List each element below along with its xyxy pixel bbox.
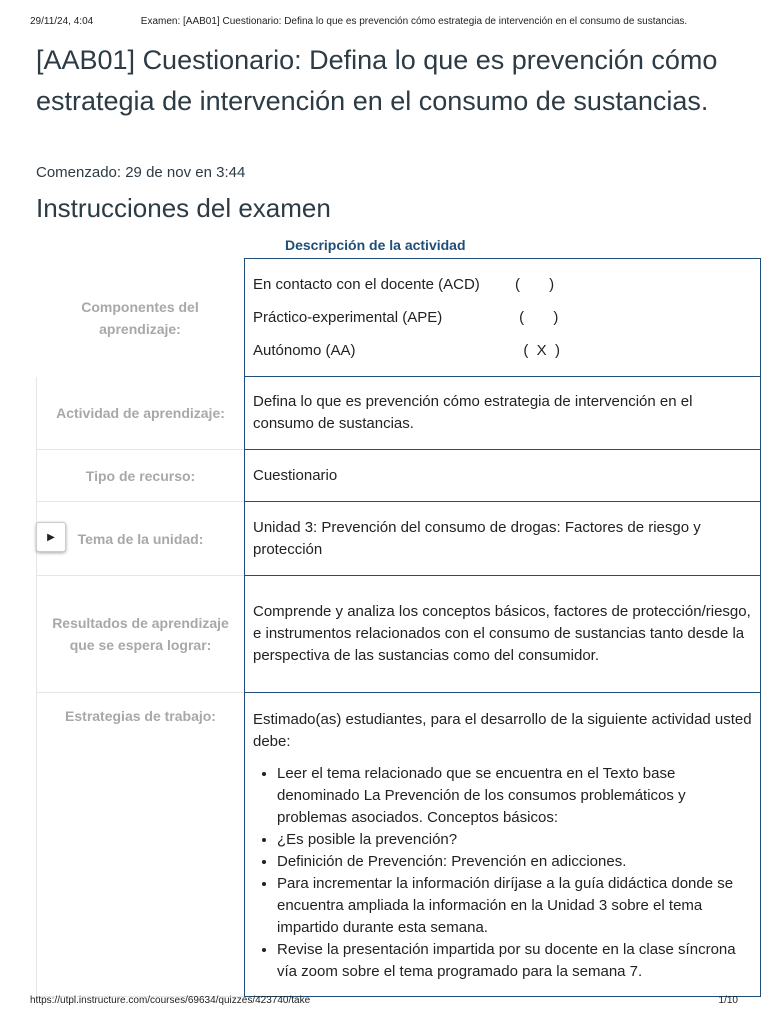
component-item-acd [253,268,752,301]
resource-row [36,450,761,502]
unit-topic-label: Tema de la unidad: [36,502,244,576]
activity-description-caption: Descripción de la actividad [285,237,466,253]
strategies-list [253,763,752,983]
activity-description-table [36,258,761,997]
components-row [36,258,761,377]
quiz-title: [AAB01] Cuestionario: Defina lo que es prevención cómo estrategia de intervención en el consumo de sustancias. [36,45,718,116]
list-item: • Leer el tema relacionado que se encuentra en el Texto base denominado La Prevención de los consumos problemáticos y problemas asociados. Conceptos básicos: [277,763,752,829]
unit-row [36,502,761,576]
components-value [244,258,761,377]
page-number: 1/10 [718,995,738,1006]
activity-row [36,377,761,450]
component-mark: ( ) [515,275,555,293]
resource-type-label: Tipo de recurso: [36,450,244,502]
quiz-started-time: Comenzado: 29 de nov en 3:44 [36,164,246,181]
outcomes-row [36,576,761,693]
expand-button[interactable] [36,522,66,552]
page-url-link[interactable]: https://utpl.instructure.com/courses/69634/quizzes/423740/take [30,995,311,1006]
component-name: Autónomo (AA) [253,341,356,359]
component-mark: ( X ) [515,341,560,359]
work-strategies-value [244,693,761,997]
component-name: Práctico-experimental (APE) [253,308,443,326]
play-triangle-icon: ▶ [47,531,55,543]
strategies-intro: Estimado(as) estudiantes, para el desarrollo de la siguiente actividad usted debe: [253,711,752,750]
print-footer [30,995,738,1006]
components-label: Componentes del aprendizaje: [81,298,199,337]
unit-topic-value: Unidad 3: Prevención del consumo de drogas: Factores de riesgo y protección [244,502,761,576]
list-item: • Definición de Prevención: Prevención en adicciones. [277,851,752,873]
component-item-ape [253,301,752,334]
component-item-aa [253,334,752,367]
print-document-title: Examen: [AAB01] Cuestionario: Defina lo que es prevención cómo estrategia de intervención en el consumo de sustancias. [140,16,688,27]
component-mark: ( ) [515,308,559,326]
list-item: • Revise la presentación impartida por su docente en la clase síncrona vía zoom sobre el tema programado para la semana 7. [277,939,752,983]
list-item: • Para incrementar la información diríjase a la guía didáctica donde se encuentra ampliada la información en la Unidad 3 sobre el tema impartido durante esta semana. [277,873,752,939]
print-date: 29/11/24, 4:04 [30,16,94,27]
learning-outcomes-label: Resultados de aprendizaje que se espera lograr: [36,576,244,693]
component-name: En contacto con el docente (ACD) [253,275,480,293]
work-strategies-label: Estrategias de trabajo: [36,693,244,997]
resource-type-value: Cuestionario [244,450,761,502]
print-header [30,16,738,27]
instructions-heading: Instrucciones del examen [36,193,331,223]
activity-label: Actividad de aprendizaje: [36,377,244,450]
list-item: • ¿Es posible la prevención? [277,829,752,851]
strategies-row [36,693,761,997]
activity-value: Defina lo que es prevención cómo estrategia de intervención en el consumo de sustancias. [244,377,761,450]
learning-outcomes-value: Comprende y analiza los conceptos básicos, factores de protección/riesgo, e instrumentos relacionados con el consumo de sustancias tanto desde la perspectiva de las sustancias como del consumidor. [244,576,761,693]
